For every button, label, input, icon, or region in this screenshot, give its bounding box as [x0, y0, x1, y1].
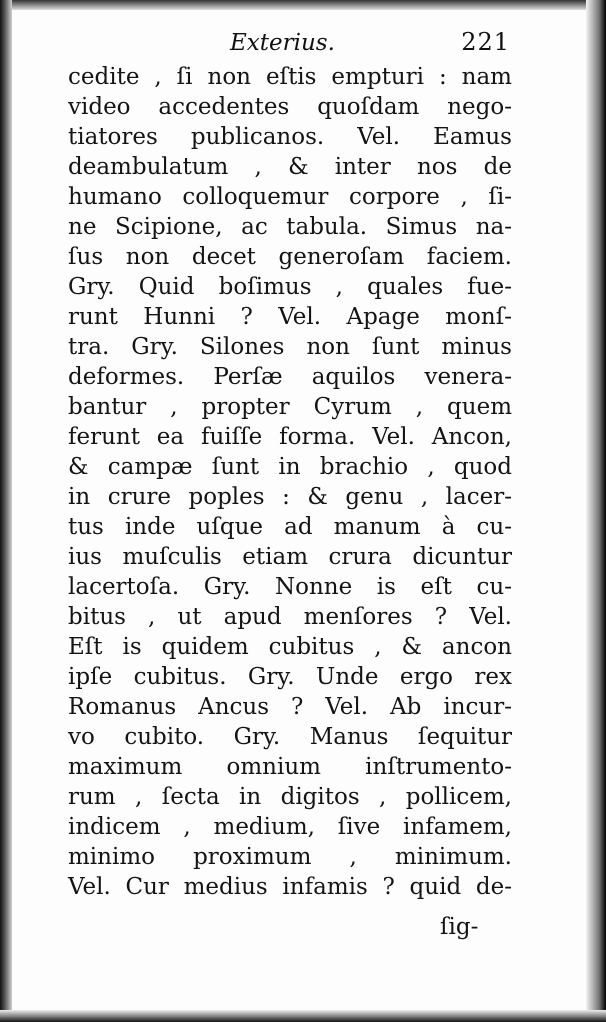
- text-line: Gry. Quid boſimus , quales fue-: [68, 274, 512, 300]
- text-line: maximum omnium inſtrumento-: [68, 754, 512, 780]
- text-line: deambulatum , & inter nos de: [68, 154, 512, 180]
- text-line: ipſe cubitus. Gry. Unde ergo rex: [68, 664, 512, 690]
- text-line: ſus non decet generoſam faciem.: [68, 244, 512, 270]
- text-line: rum , ſecta in digitos , pollicem,: [68, 784, 512, 810]
- text-line: tus inde uſque ad manum à cu-: [68, 514, 512, 540]
- text-line: minimo proximum , minimum.: [68, 844, 512, 870]
- text-line: tiatores publicanos. Vel. Eamus: [68, 124, 512, 150]
- text-line: lacertoſa. Gry. Nonne is eſt cu-: [68, 574, 512, 600]
- text-line: humano colloquemur corpore , ſi-: [68, 184, 512, 210]
- page-number: 221: [461, 28, 510, 56]
- text-line: indicem , medium, ſive infamem,: [68, 814, 512, 840]
- page-edge-top: [0, 0, 606, 10]
- text-line: deformes. Perſæ aquilos venera-: [68, 364, 512, 390]
- text-line: video accedentes quoſdam nego-: [68, 94, 512, 120]
- text-line: ius muſculis etiam crura dicuntur: [68, 544, 512, 570]
- body-text: [68, 62, 512, 902]
- text-line: tra. Gry. Silones non ſunt minus: [68, 334, 512, 360]
- page-edge-right: [586, 0, 606, 1022]
- text-line: Romanus Ancus ? Vel. Ab incur-: [68, 694, 512, 720]
- text-line: in crure poples : & genu , lacer-: [68, 484, 512, 510]
- running-title: Exterius.: [230, 30, 335, 56]
- text-line: Eſt is quidem cubitus , & ancon: [68, 634, 512, 660]
- text-line: bitus , ut apud menſores ? Vel.: [68, 604, 512, 630]
- text-line: ferunt ea fuiſſe forma. Vel. Ancon,: [68, 424, 512, 450]
- catchword: ſig-: [440, 914, 479, 940]
- text-line: Vel. Cur medius infamis ? quid de-: [68, 874, 512, 900]
- page-edge-bottom: [0, 1010, 606, 1022]
- text-line: bantur , propter Cyrum , quem: [68, 394, 512, 420]
- text-line: ne Scipione, ac tabula. Simus na-: [68, 214, 512, 240]
- page-edge-left: [0, 0, 12, 1022]
- page-header: [70, 26, 510, 62]
- text-line: & campæ ſunt in brachio , quod: [68, 454, 512, 480]
- text-line: vo cubito. Gry. Manus ſequitur: [68, 724, 512, 750]
- text-line: runt Hunni ? Vel. Apage monſ-: [68, 304, 512, 330]
- text-line: cedite , ſi non eſtis empturi : nam: [68, 64, 512, 90]
